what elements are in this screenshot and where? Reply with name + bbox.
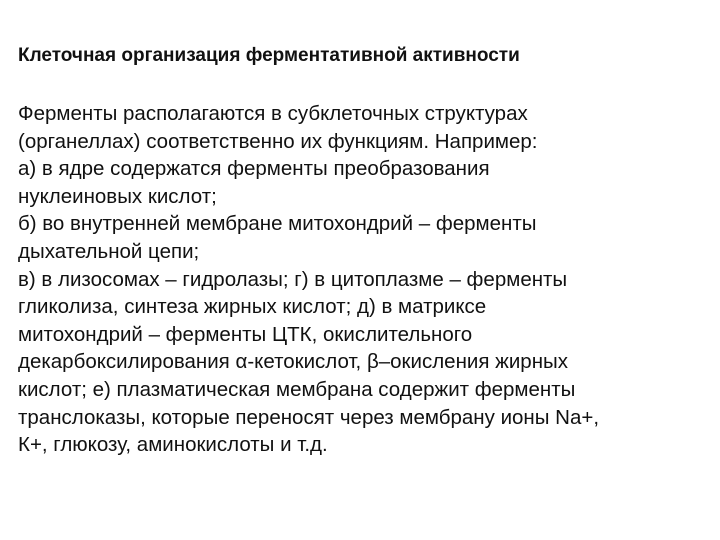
body-line: б) во внутренней мембране митохондрий – ферменты (18, 212, 537, 236)
body-line: транслоказы, которые переносят через мембрану ионы Na+, (18, 405, 600, 429)
body-line: гликолиза, синтеза жирных кислот; д) в матриксе (18, 295, 487, 319)
slide-title: Клеточная организация ферментативной активности (18, 45, 520, 66)
body-line: митохондрий – ферменты ЦТК, окислительного (18, 322, 473, 346)
body-line: Ферменты располагаются в субклеточных структурах (18, 102, 528, 125)
body-line: а) в ядре содержатся ферменты преобразования (18, 157, 490, 181)
body-line: нуклеиновых кислот; (18, 184, 217, 208)
body-line: дыхательной цепи; (18, 239, 200, 263)
body-line: в) в лизосомах – гидролазы; г) в цитоплазме – ферменты (18, 267, 568, 291)
body-line: К+, глюкозу, аминокислоты и т.д. (18, 433, 328, 457)
body-line: (органеллах) соответственно их функциям. Например: (18, 129, 538, 153)
body-line: декарбоксилирования α-кетокислот, β–окисления жирных (18, 350, 569, 374)
body-line: кислот; е) плазматическая мембрана содержит ферменты (18, 377, 576, 401)
slide-body-text (18, 100, 718, 459)
